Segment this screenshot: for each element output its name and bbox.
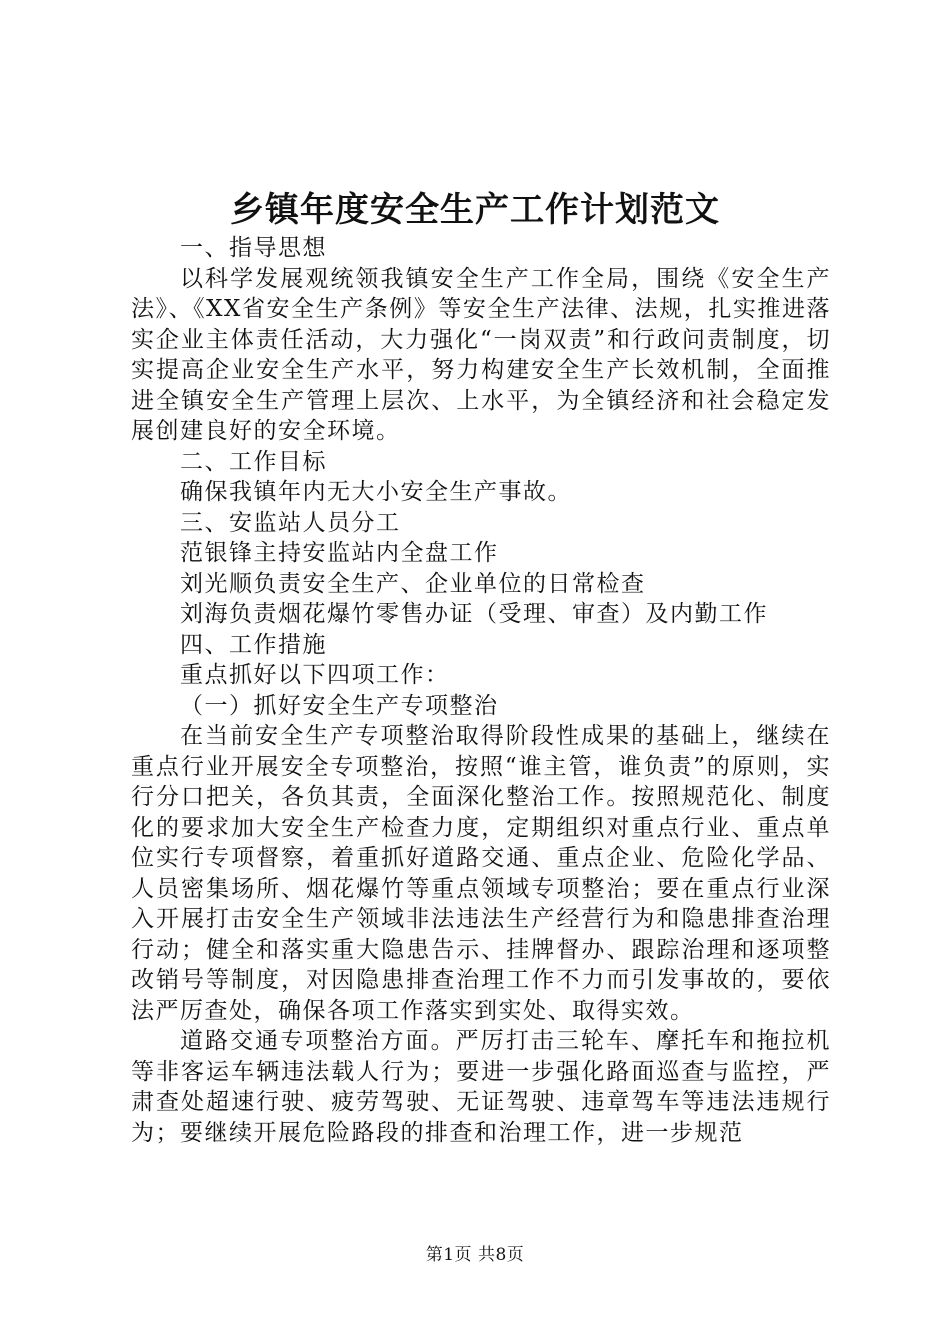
body-paragraph: 在当前安全生产专项整治取得阶段性成果的基础上，继续在重点行业开展安全专项整治，按照“谁主管，谁负责”的原则，实行分口把关，各负其责，全面深化整治工作。按照规范化、制度化的要求加大安全生产检查力度，定期组织对重点行业、重点单位实行专项督察，着重抓好道路交通、重点企业、危险化学品、人员密集场所、烟花爆竹等重点领域专项整治；要在重点行业深入开展打击安全生产领域非法违法生产经营行为和隐患排查治理行动；健全和落实重大隐患告示、挂牌督办、跟踪治理和逐项整改销号等制度，对因隐患排查治理工作不力而引发事故的，要依法严厉查处，确保各项工作落实到实处、取得实效。 [131,723,831,1024]
section-heading: 二、工作目标 [180,448,327,475]
body-paragraph: 道路交通专项整治方面。严厉打击三轮车、摩托车和拖拉机等非客运车辆违法载人行为；要进一步强化路面巡查与监控，严肃查处超速行驶、疲劳驾驶、无证驾驶、违章驾车等违法违规行为；要继续开展危险路段的排查和治理工作，进一步规范 [131,1028,831,1146]
body-line: 重点抓好以下四项工作： [180,662,450,688]
body-line: 范银锋主持安监站内全盘工作 [180,540,499,566]
body-line: 刘海负责烟花爆竹零售办证（受理、审查）及内勤工作 [180,601,768,627]
page-footer: 第1页 共8页 [425,1245,525,1265]
section-heading: 四、工作措施 [180,631,327,658]
body-line: 确保我镇年内无大小安全生产事故。 [180,479,572,505]
body-paragraph: 以科学发展观统领我镇安全生产工作全局，围绕《安全生产法》、《XX省安全生产条例》等安全生产法律、法规，扎实推进落实企业主体责任活动，大力强化“一岗双责”和行政问责制度，切实提高企业安全生产水平，努力构建安全生产长效机制，全面推进全镇安全生产管理上层次、上水平，为全镇经济和社会稳定发展创建良好的安全环境。 [131,265,831,444]
body-line: 刘光顺负责安全生产、企业单位的日常检查 [180,570,646,597]
document-title: 乡镇年度安全生产工作计划范文 [230,190,720,230]
subsection-heading: （一）抓好安全生产专项整治 [180,692,499,719]
section-heading: 一、指导思想 [180,235,327,261]
document-body [131,233,831,1148]
section-heading: 三、安监站人员分工 [180,509,401,536]
